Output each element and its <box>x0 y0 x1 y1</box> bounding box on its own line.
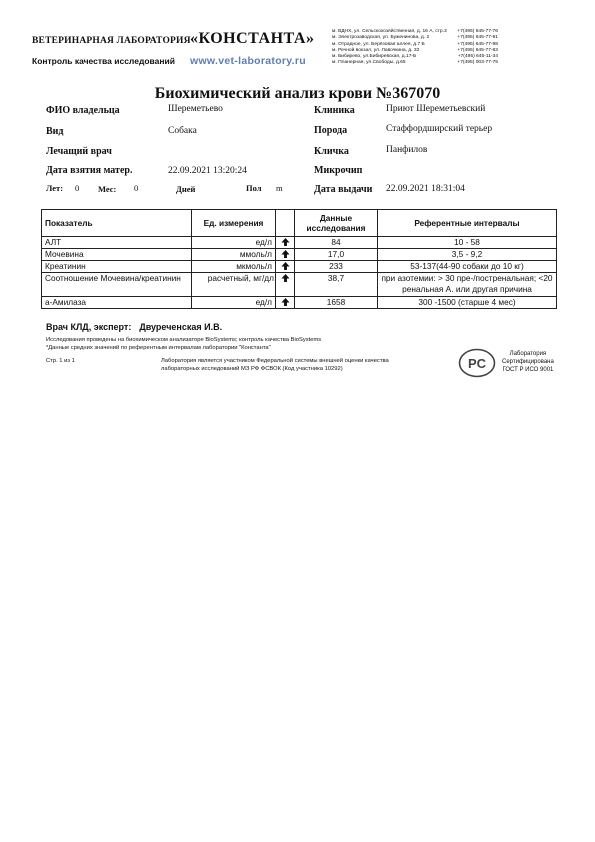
table-row <box>42 237 557 249</box>
clinic-value: Приют Шереметьевский <box>386 104 486 114</box>
certification-label-line: Лаборатория <box>509 351 547 357</box>
age-years-label: Лет: <box>46 183 64 193</box>
address-row <box>332 60 498 66</box>
age-months-value: 0 <box>134 183 139 193</box>
breed-value: Стаффордширский терьер <box>386 124 493 134</box>
cell-reference: при азотемии: > 30 пре-/постренальная; <20 ренальная А. или другая причина <box>378 273 557 297</box>
column-header-unit: Ед. измерения <box>192 210 276 237</box>
arrow-up-icon <box>281 273 290 283</box>
cell-name: Креатинин <box>42 261 192 273</box>
cell-value: 233 <box>295 261 378 273</box>
cell-name: АЛТ <box>42 237 192 249</box>
certification-logo-icon <box>458 348 496 378</box>
document-title: Биохимический анализ крови №367070 <box>154 85 441 102</box>
certification-label <box>502 351 554 374</box>
reference-note: *Данные средних значений по референтным интервалам лаборатории "Константа" <box>46 345 271 351</box>
address-text: м. Планерная, ул.Свободы, д.65 <box>332 60 406 66</box>
address-text: м. Электрозаводская, ул. Буженинова, д. 2 <box>332 35 430 41</box>
cell-value: 84 <box>295 237 378 249</box>
arrow-up-icon <box>281 297 290 307</box>
column-header-value: Данные исследования <box>295 210 378 237</box>
cell-flag <box>276 249 295 261</box>
age-years-value: 0 <box>75 183 80 193</box>
attending-doctor-label: Лечащий врач <box>46 146 112 157</box>
table-row <box>42 261 557 273</box>
lab-tagline: Контроль качества исследований <box>32 56 175 66</box>
doctor-name: Двуреченская И.В. <box>139 322 223 332</box>
lab-brand: «КОНСТАНТА» <box>190 30 315 47</box>
cell-reference: 53-137(44-90 собаки до 10 кг) <box>378 261 557 273</box>
sample-date-value: 22.09.2021 13:20:24 <box>168 166 247 176</box>
phone-text: +7(495) 645-77-98 <box>457 41 498 47</box>
species-label: Вид <box>46 126 64 137</box>
column-header-name: Показатель <box>42 210 192 237</box>
table-row <box>42 273 557 297</box>
cell-unit: расчетный, мг/дл <box>192 273 276 297</box>
certification-label-line: ГОСТ Р ИСО 9001 <box>502 366 554 373</box>
column-header-flag <box>276 210 295 237</box>
cell-flag <box>276 261 295 273</box>
table-header-row <box>42 210 557 237</box>
arrow-up-icon <box>281 261 290 271</box>
species-value: Собака <box>168 126 197 136</box>
arrow-up-icon <box>281 237 290 247</box>
microchip-label: Микрочип <box>314 165 363 176</box>
lab-name: ВЕТЕРИНАРНАЯ ЛАБОРАТОРИЯ <box>32 36 191 46</box>
cell-name: Мочевина <box>42 249 192 261</box>
signing-doctor <box>46 322 222 332</box>
cell-reference: 3,5 - 9,2 <box>378 249 557 261</box>
arrow-up-icon <box>281 249 290 259</box>
fsvok-line-2: лабораторных исследований МЗ РФ ФСВОК (Код участника 10292) <box>161 365 343 372</box>
sex-label: Пол <box>246 183 262 193</box>
nickname-value: Панфилов <box>386 145 428 155</box>
phone-text: +7(495) 645-77-83 <box>457 47 498 53</box>
phone-text: +7(495) 003-77-75 <box>457 60 498 66</box>
cell-unit: ммоль/л <box>192 249 276 261</box>
phone-text: +7(495) 645-11-34 <box>457 54 498 60</box>
cell-flag <box>276 237 295 249</box>
address-text: м. Бибирево, ул.Бибиревская, д.17-Б <box>332 54 417 60</box>
cell-reference: 10 - 58 <box>378 237 557 249</box>
sex-value: m <box>276 183 283 193</box>
owner-label: ФИО владельца <box>46 105 120 116</box>
clinic-label: Клиника <box>314 105 355 116</box>
cell-unit: ед/л <box>192 237 276 249</box>
svg-text:PC: PC <box>467 356 487 371</box>
cell-value: 17,0 <box>295 249 378 261</box>
nickname-label: Кличка <box>314 146 349 157</box>
certification-label-line: Сертифицирована <box>502 358 554 365</box>
cell-unit: ед/л <box>192 297 276 309</box>
address-list <box>332 29 498 67</box>
age-months-label: Мес: <box>98 184 117 194</box>
cell-value: 1658 <box>295 297 378 309</box>
doctor-title: Врач КЛД, эксперт: <box>46 322 132 332</box>
table-row <box>42 249 557 261</box>
results-table <box>41 209 557 309</box>
fsvok-line-1: Лаборатория является участником Федеральной системы внешней оценки качества <box>161 358 389 364</box>
cell-flag <box>276 273 295 297</box>
cell-reference: 300 -1500 (старше 4 мес) <box>378 297 557 309</box>
issue-date-label: Дата выдачи <box>314 184 373 195</box>
sample-date-label: Дата взятия матер. <box>46 165 133 176</box>
address-text: м. Речной вокзал, ул. Лавочкина, д. 32 <box>332 47 420 53</box>
cell-name: Соотношение Мочевина/креатинин <box>42 273 192 297</box>
age-days-label: Дней <box>176 184 196 194</box>
page-number: Стр. 1 из 1 <box>46 358 75 364</box>
issue-date-value: 22.09.2021 18:31:04 <box>386 184 465 194</box>
fsvok-statement <box>161 358 389 373</box>
cell-flag <box>276 297 295 309</box>
column-header-reference: Референтные интервалы <box>378 210 557 237</box>
analyzer-note: Исследования проведены на биохимическом анализаторе BioSystems; контроль качества BioSystems <box>46 337 322 343</box>
lab-website-link[interactable]: www.vet-laboratory.ru <box>190 55 306 67</box>
phone-text: +7(495) 645-77-76 <box>457 29 498 34</box>
address-text: м. ВДНХ, ул. Сельскохозяйственная, д. 16 А, стр.3 <box>332 29 447 34</box>
breed-label: Порода <box>314 125 348 136</box>
cell-unit: мкмоль/л <box>192 261 276 273</box>
address-text: м. Отрадное, ул. Берёзовая аллея, д.7 Б <box>332 41 425 47</box>
table-row <box>42 297 557 309</box>
cell-value: 38,7 <box>295 273 378 297</box>
phone-text: +7(495) 645-77-91 <box>457 35 498 41</box>
cell-name: а-Амилаза <box>42 297 192 309</box>
owner-value: Шереметьево <box>168 104 223 114</box>
